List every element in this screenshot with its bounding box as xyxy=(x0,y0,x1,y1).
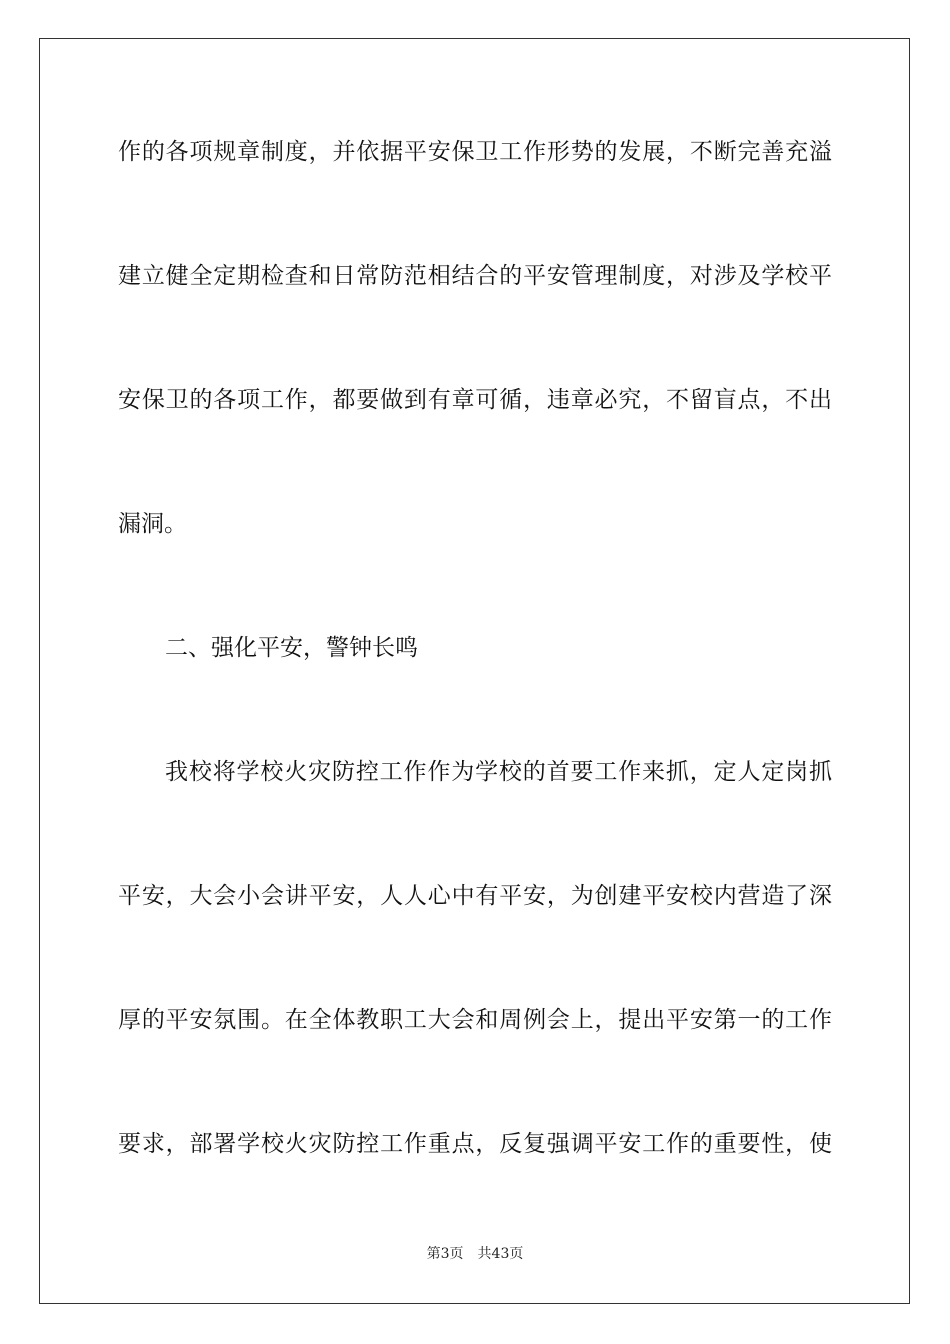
section-heading: 二、强化平安，警钟长鸣 xyxy=(165,635,418,661)
page-footer xyxy=(0,1245,950,1263)
paragraph-line-3: 厚的平安氛围。在全体教职工大会和周例会上，提出平安第一的工作 xyxy=(118,1007,832,1033)
page-number: 第3页 xyxy=(426,1246,464,1262)
total-pages: 共43页 xyxy=(477,1246,524,1262)
body-text-line-2: 建立健全定期检查和日常防范相结合的平安管理制度，对涉及学校平 xyxy=(118,263,832,289)
body-text-line-4: 漏洞。 xyxy=(118,511,187,537)
body-text-line-1: 作的各项规章制度，并依据平安保卫工作形势的发展，不断完善充溢 xyxy=(118,139,832,165)
body-text-line-3: 安保卫的各项工作，都要做到有章可循，违章必究，不留盲点，不出 xyxy=(118,387,832,413)
paragraph-line-4: 要求，部署学校火灾防控工作重点，反复强调平安工作的重要性，使 xyxy=(118,1131,832,1157)
paragraph-line-1: 我校将学校火灾防控工作作为学校的首要工作来抓，定人定岗抓 xyxy=(165,759,832,785)
page-border xyxy=(39,38,910,1304)
paragraph-line-2: 平安，大会小会讲平安，人人心中有平安，为创建平安校内营造了深 xyxy=(118,883,832,909)
